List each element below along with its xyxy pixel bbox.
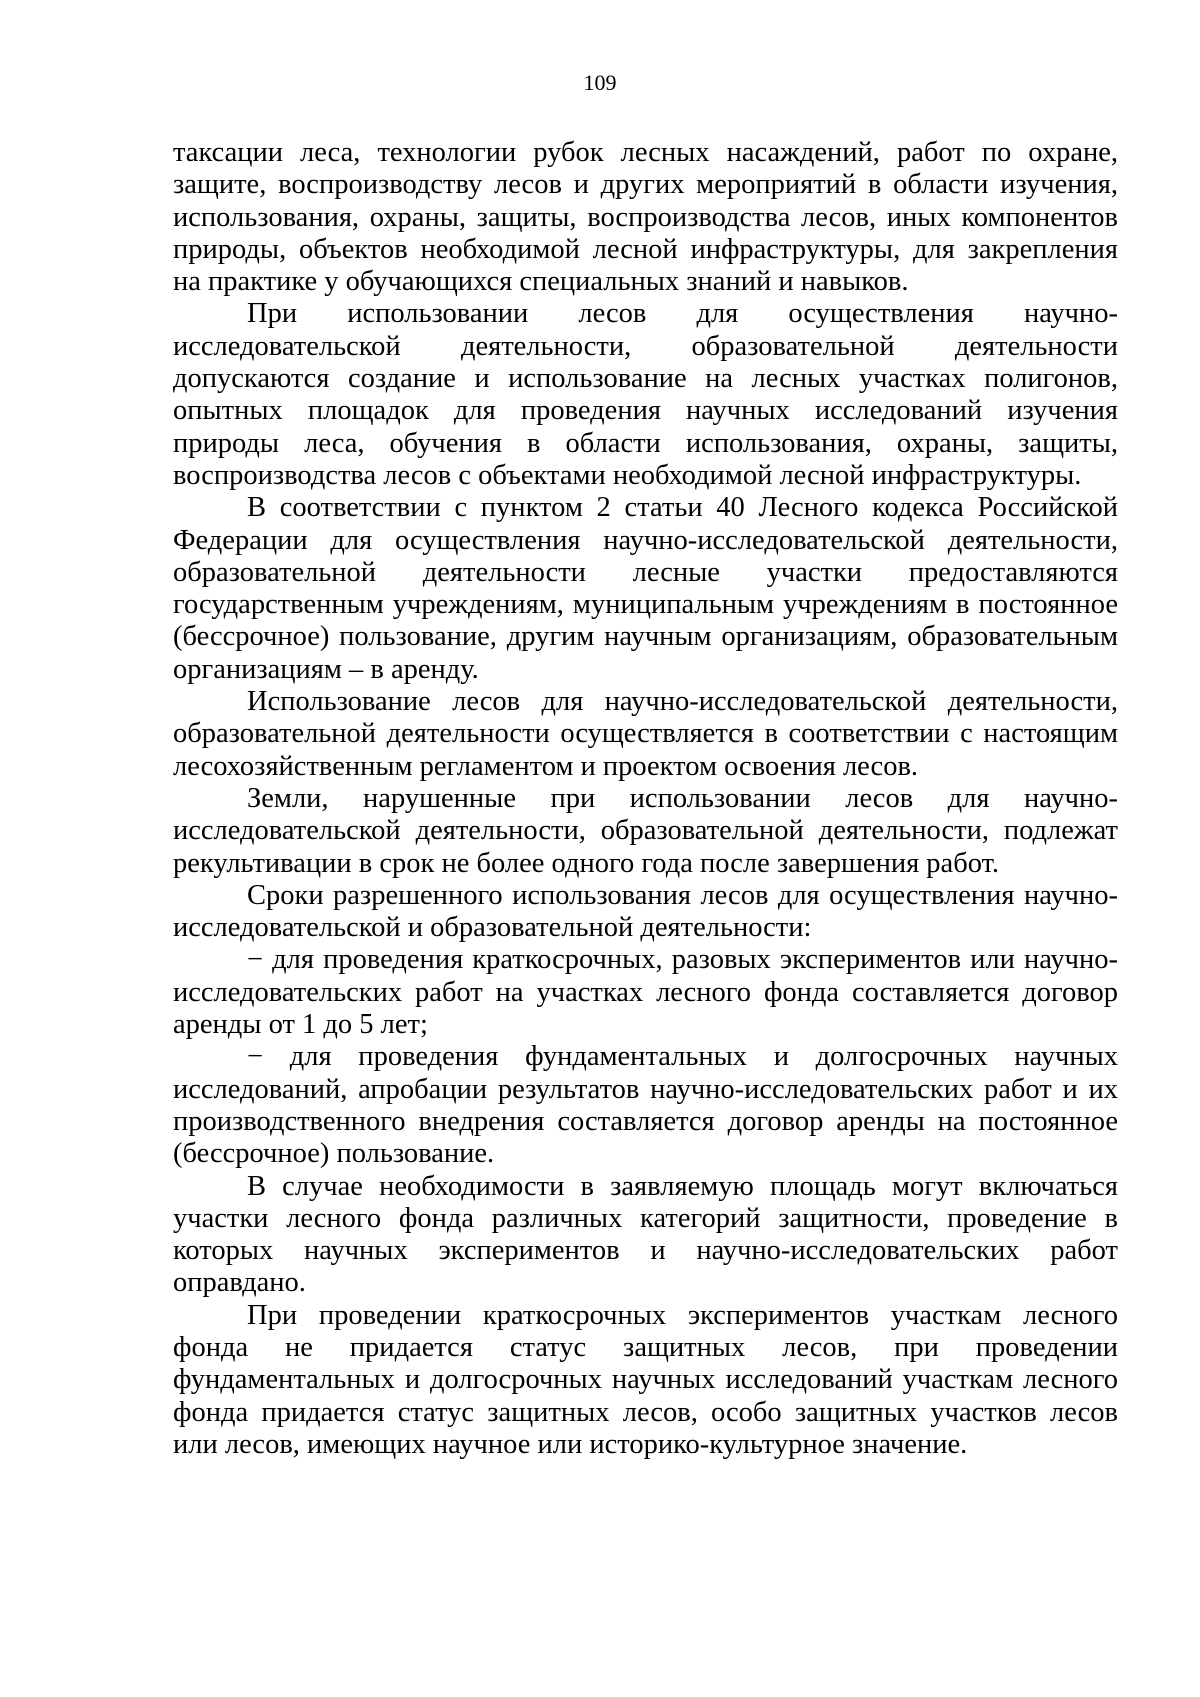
paragraph-polygons: При использовании лесов для осуществления научно-исследовательской деятельности, образовательной деятельности допускаются создание и использование на лесных участках полигонов, опытных площадок для проведения научных исследований изучения природы леса, обучения в области использования, охраны, защиты, воспроизводства лесов с объектами необходимой лесной инфраструктуры.	[173, 298, 1118, 491]
paragraph-protective-status: При проведении краткосрочных экспериментов участкам лесного фонда не придается статус защитных лесов, при проведении фундаментальных и долгосрочных научных исследований участкам лесного фонда придается статус защитных лесов, особо защитных участков лесов или лесов, имеющих научное или историко-культурное значение.	[173, 1299, 1118, 1460]
paragraph-article-40: В соответствии с пунктом 2 статьи 40 Лесного кодекса Российской Федерации для осуществления научно-исследовательской деятельности, образовательной деятельности лесные участки предоставляются государственным учреждениям, муниципальным учреждениям в постоянное (бессрочное) пользование, другим научным организациям, образовательным организациям – в аренду.	[173, 492, 1118, 685]
page-number: 109	[583, 70, 617, 95]
list-item-term-short: − для проведения краткосрочных, разовых экспериментов или научно-исследовательских работ на участках лесного фонда составляется договор аренды от 1 до 5 лет;	[173, 944, 1118, 1041]
paragraph-regulation: Использование лесов для научно-исследовательской деятельности, образовательной деятельности осуществляется в соответствии с настоящим лесохозяйственным регламентом и проектом освоения лесов.	[173, 686, 1118, 782]
paragraph-protection-categories: В случае необходимости в заявляемую площадь могут включаться участки лесного фонда различных категорий защитности, проведение в которых научных экспериментов и научно-исследовательских работ оправдано.	[173, 1170, 1118, 1299]
document-body	[173, 137, 1118, 1461]
list-item-term-long: − для проведения фундаментальных и долгосрочных научных исследований, апробации результатов научно-исследовательских работ и их производственного внедрения составляется договор аренды на постоянное (бессрочное) пользование.	[173, 1041, 1118, 1170]
paragraph-recultivation: Земли, нарушенные при использовании лесов для научно-исследовательской деятельности, образовательной деятельности, подлежат рекультивации в срок не более одного года после завершения работ.	[173, 782, 1118, 879]
paragraph-continuation: таксации леса, технологии рубок лесных насаждений, работ по охране, защите, воспроизводству лесов и других мероприятий в области изучения, использования, охраны, защиты, воспроизводства лесов, иных компонентов природы, объектов необходимой лесной инфраструктуры, для закрепления на практике у обучающихся специальных знаний и навыков.	[173, 137, 1118, 298]
paragraph-terms-intro: Сроки разрешенного использования лесов для осуществления научно-исследовательской и образовательной деятельности:	[173, 879, 1118, 944]
